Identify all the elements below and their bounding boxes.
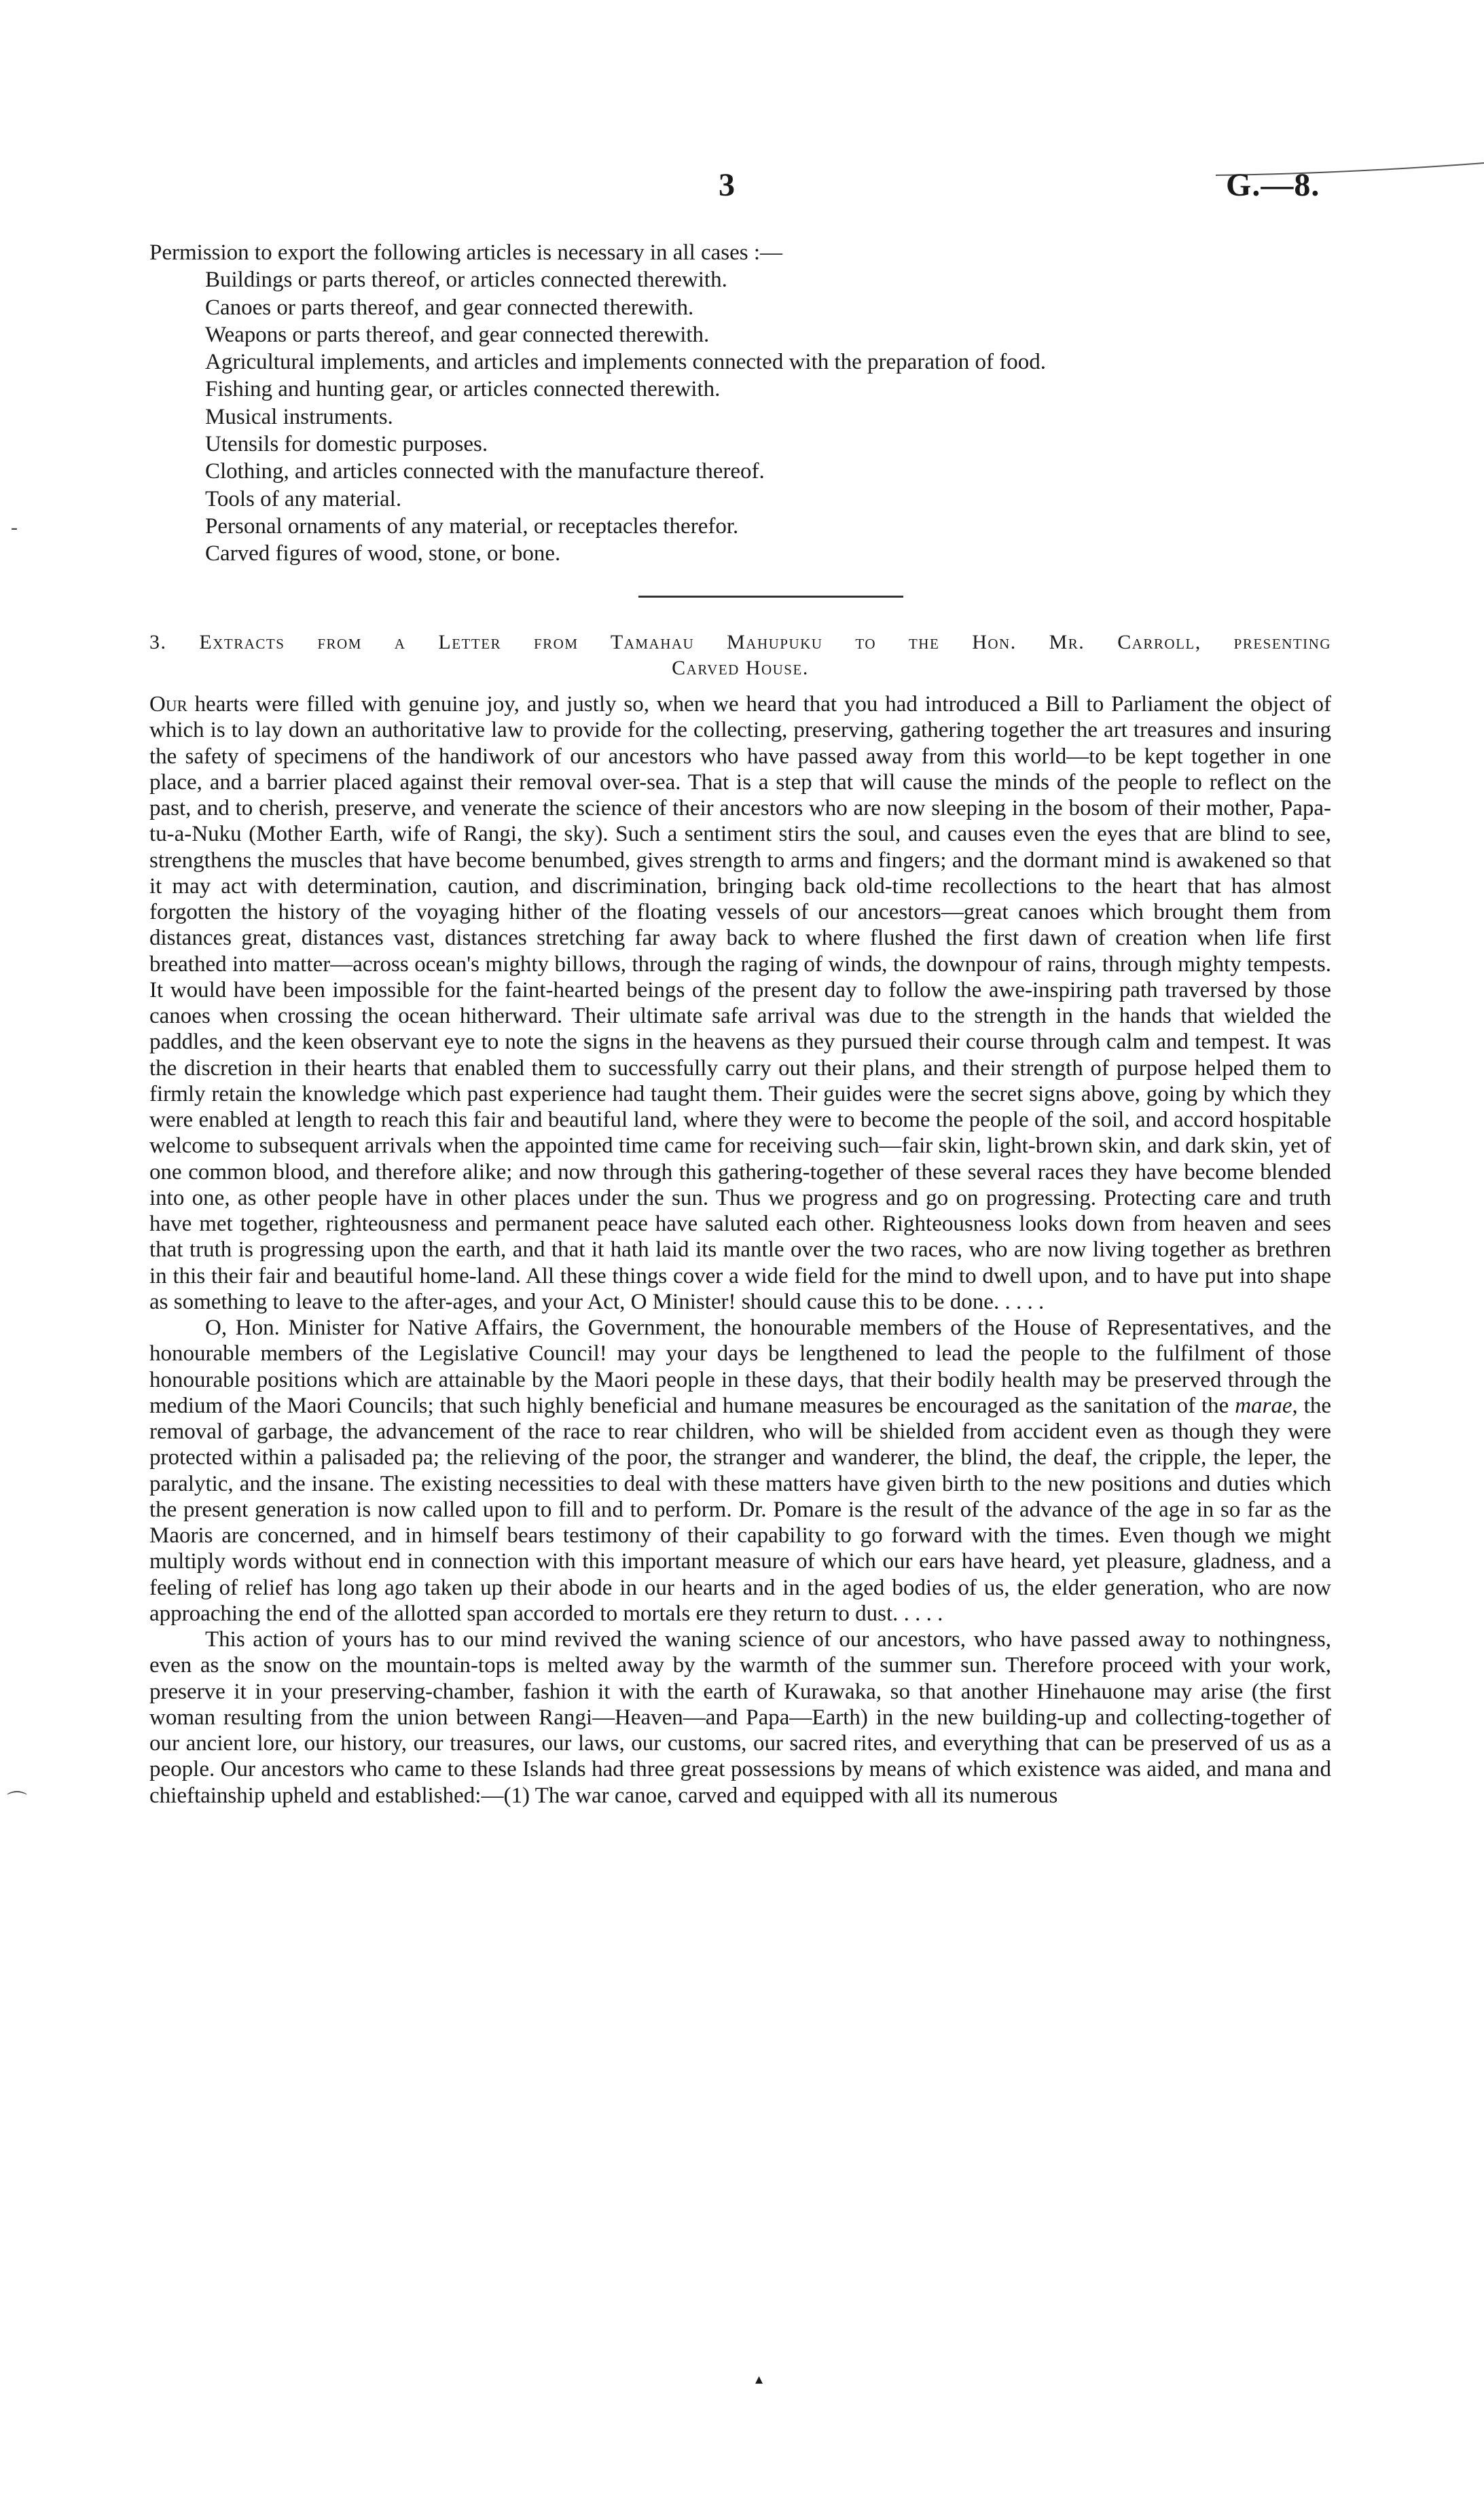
paragraph-text: O, Hon. Minister for Native Affairs, the Government, the honourable members of the House of Representatives, and the honourable members of the Legislative Council! may your days be lengthened to lead the people to the fulfilment of those honourable positions which are attainable by the Maori people in these days, that their bodily health may be preserved through the medium of the Maori Councils; that such highly beneficial and humane measures be encouraged as the sanitation of the [149,1316,1331,1418]
paragraph-text: hearts were filled with genuine joy, and justly so, when we heard that you had introduced a Bill to Parliament the object of which is to lay down an authoritative law to provide for the collecting, preserving, gathering together the art treasures and insuring the safety of specimens of the handiwork of our ancestors who have passed away from this world—to be kept together in one place, and a barrier placed against their removal over-sea. That is a step that will cause the minds of the people to reflect on the past, and to cherish, preserve, and venerate the science of their ancestors who are now sleeping in the bosom of their mother, Papa-tu-a-Nuku (Mother Earth, wife of Rangi, the sky). Such a sentiment stirs the soul, and causes even the eyes that are blind to see, strengthens the muscles that have become benumbed, gives strength to arms and fingers; and the dormant mind is awakened so that it may act with determination, caution, and discrimination, bringing back old-time recollections to the heart that has almost forgotten the history of the voyaging hither of the floating vessels of our ancestors—great canoes which brought them from distances great, distances vast, distances stretching far away back to where flushed the first dawn of creation when life first breathed into matter—across ocean's mighty billows, through the raging of winds, the downpour of rains, through mighty tempests. It would have been impossible for the faint-hearted beings of the present day to follow the awe-inspiring path traversed by those canoes when crossing the ocean hitherward. Their ultimate safe arrival was due to the strength in the hands that wielded the paddles, and the keen observant eye to note the signs in the heavens as they pursued their course through calm and tempest. It was the discretion in their hearts that enabled them to successfully carry out their plans, and their strength of purpose helped them to firmly retain the knowledge which past experience had taught them. Their guides were the secret signs above, going by which they were enabled at length to reach this fair and beautiful land, where they were to become the people of the soil, and accord hospitable welcome to subsequent arrivals when the appointed time came for receiving such—fair skin, light-brown skin, and dark skin, yet of one common blood, and therefore alike; and now through this gathering-together of these several races they have become blended into one, as other people have in other places under the sun. Thus we progress and go on progressing. Protecting care and truth have met together, righteousness and permanent peace have saluted each other. Righteousness looks down from heaven and sees that truth is progressing upon the earth, and that it hath laid its mantle over the two races, who are now living together as brethren in this their fair and beautiful home-land. All these things cover a wide field for the mind to dwell upon, and to have put into shape as something to leave to the after-ages, and your Act, O Minister! should cause this to be done. . . . . [149,692,1331,1314]
list-item: Utensils for domestic purposes. [205,432,488,457]
list-item: Weapons or parts thereof, and gear connected therewith. [205,322,710,347]
list-item: Agricultural implements, and articles and implements connected with the preparation of food. [205,350,1047,375]
paragraph-text: , the removal of garbage, the advancement of the race to rear children, who will be shielded from accident even as though they were protected within a palisaded pa; the relieving of the poor, the stranger and wanderer, the blind, the deaf, the cripple, the leper, the paralytic, and the insane. The existing necessities to deal with these matters have given birth to the new positions and duties which the present generation is now called upon to fill and to perform. Dr. Pomare is the result of the advance of the age in so far as the Maoris are concerned, and in himself bears testimony of their capability to go forward with the times. Even though we might multiply words without end in connection with this important measure of which our ears have heard, yet pleasure, gladness, and a feeling of relief has long ago taken up their abode in our hearts and in the aged bodies of us, the elder generation, who are now approaching the end of the allotted span accorded to mortals ere they return to dust. . . . . [149,1393,1331,1626]
export-permission-list [149,239,1331,568]
italic-term: marae [1235,1393,1292,1418]
list-item: Musical instruments. [205,404,393,429]
paragraph-3: This action of yours has to our mind revived the waning science of our ancestors, who have passed away to nothingness, even as the snow on the mountain-tops is melted away by the warmth of the summer sun. Therefore proceed with your work, preserve it in your preserving-chamber, fashion it with the earth of Kurawaka, so that another Hinehauone may arise (the first woman resulting from the union between Rangi—Heaven—and Papa—Earth) in the new building-up and collecting-together of our ancient lore, our history, our treasures, our laws, our customs, our sacred rites, and everything that can be preserved of us as a people. Our ancestors who came to these Islands had three great possessions by means of which existence was aided, and mana and chieftainship upheld and established:—(1) The war canoe, carved and equipped with all its numerous [149,1627,1331,1808]
section-heading-line2: Carved House. [672,657,809,679]
list-item: Carved figures of wood, stone, or bone. [205,541,561,566]
section-heading [149,630,1331,681]
article-list [149,266,1331,567]
paragraph-2 [149,1315,1331,1627]
permission-lead: Permission to export the following articles is necessary in all cases :— [149,240,783,265]
scan-mark: - [11,516,18,539]
paragraph-lead: Our [149,692,187,717]
list-item: Fishing and hunting gear, or articles connected therewith. [205,377,721,402]
list-item: Buildings or parts thereof, or articles connected therewith. [205,268,727,293]
section-divider [638,596,903,598]
document-reference: G.—8. [1226,167,1320,203]
section-heading-line1: 3. Extracts from a Letter from Tamahau Mahupuku to the Hon. Mr. Carroll, presenting [149,631,1331,653]
paragraph-1 [149,691,1331,1315]
list-item: Personal ornaments of any material, or receptacles therefor. [205,513,739,539]
letter-body [149,691,1331,1809]
page-mark: ▴ [755,2370,763,2387]
list-item: Canoes or parts thereof, and gear connected therewith. [205,295,694,320]
list-item: Tools of any material. [205,486,402,511]
page-number: 3 [719,167,735,203]
scan-mark: ⌒ [7,1791,27,1813]
list-item: Clothing, and articles connected with the manufacture thereof. [205,459,765,484]
